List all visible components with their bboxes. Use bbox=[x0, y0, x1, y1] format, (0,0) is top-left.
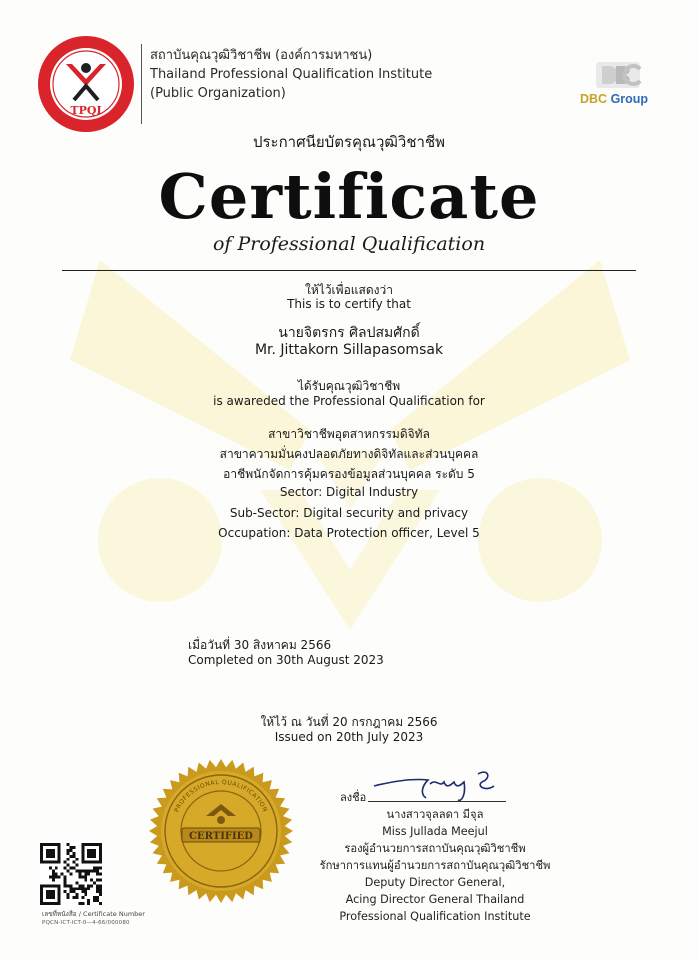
award-th: ได้รับคุณวุฒิวิชาชีพ bbox=[297, 379, 401, 393]
org-name-th: สถาบันคุณวุฒิวิชาชีพ (องค์การมหาชน) bbox=[150, 48, 373, 63]
logo-text: TPQI bbox=[70, 104, 102, 117]
signature-line bbox=[368, 801, 506, 802]
certificate-subtitle: of Professional Qualification bbox=[212, 233, 486, 255]
subsector-en: Sub-Sector: Digital security and privacy bbox=[229, 506, 469, 520]
dbc-group-label: DBC Group bbox=[580, 92, 649, 106]
sector-en: Sector: Digital Industry bbox=[279, 485, 419, 499]
qr-code-icon bbox=[40, 843, 102, 905]
signature-icon bbox=[370, 764, 510, 804]
occupation-en: Occupation: Data Protection officer, Level 5 bbox=[218, 526, 480, 540]
award-en: is awareded the Professional Qualification for bbox=[213, 394, 485, 408]
signer-name-th: นางสาวจุลลดา มีจุล bbox=[386, 808, 484, 821]
org-name-en: Thailand Professional Qualification Institute bbox=[150, 67, 433, 82]
certify-en: This is to certify that bbox=[287, 297, 411, 311]
recipient-name-en: Mr. Jittakorn Sillapasomsak bbox=[254, 342, 444, 358]
signer-position-en-3: Professional Qualification Institute bbox=[339, 910, 531, 923]
certify-th: ให้ไว้เพื่อแสดงว่า bbox=[305, 283, 393, 297]
issued-th: ให้ไว้ ณ วันที่ 20 กรกฎาคม 2566 bbox=[260, 715, 438, 729]
signer-position-th-2: รักษาการแทนผู้อำนวยการสถาบันคุณวุฒิวิชาชีพ bbox=[319, 859, 551, 872]
signer-position-en-1: Deputy Director General, bbox=[364, 876, 506, 889]
certificate-number: PQCN-ICT-ICT-0—4-66/000080 bbox=[42, 920, 130, 926]
completed-en: Completed on 30th August 2023 bbox=[188, 653, 384, 667]
subsector-th: สาขาความมั่นคงปลอดภัยทางดิจิทัลและส่วนบุคคล bbox=[219, 447, 479, 461]
recipient-name-th: นายจิตรกร ศิลปสมศักดิ์ bbox=[278, 325, 420, 341]
tpqi-logo-icon bbox=[36, 34, 136, 134]
completed-th: เมื่อวันที่ 30 สิงหาคม 2566 bbox=[188, 638, 332, 652]
certificate-number-label: เลขที่หนังสือ / Certificate Number bbox=[42, 910, 145, 918]
seal-ring-text: PROFESSIONAL QUALIFICATION bbox=[173, 778, 269, 814]
issued-en: Issued on 20th July 2023 bbox=[274, 730, 424, 744]
seal-banner: CERTIFIED bbox=[189, 831, 253, 842]
certified-seal-icon bbox=[148, 758, 294, 904]
signer-block bbox=[300, 806, 570, 925]
occupation-th: อาชีพนักจัดการคุ้มครองข้อมูลส่วนบุคคล ระดับ 5 bbox=[223, 467, 475, 481]
signer-position-th-1: รองผู้อำนวยการสถาบันคุณวุฒิวิชาชีพ bbox=[344, 842, 526, 855]
signature-label: ลงชื่อ bbox=[340, 791, 367, 804]
sector-th: สาขาวิชาชีพอุตสาหกรรมดิจิทัล bbox=[268, 427, 430, 441]
header-divider bbox=[141, 44, 142, 124]
certificate-title: Certificate bbox=[158, 160, 540, 233]
title-th: ประกาศนียบัตรคุณวุฒิวิชาชีพ bbox=[252, 133, 446, 151]
signer-name-en: Miss Jullada Meejul bbox=[382, 825, 488, 838]
organization-name bbox=[150, 46, 432, 103]
signer-position-en-2: Acing Director General Thailand bbox=[345, 893, 525, 906]
title-divider bbox=[62, 270, 636, 271]
org-type-en: (Public Organization) bbox=[150, 86, 286, 101]
